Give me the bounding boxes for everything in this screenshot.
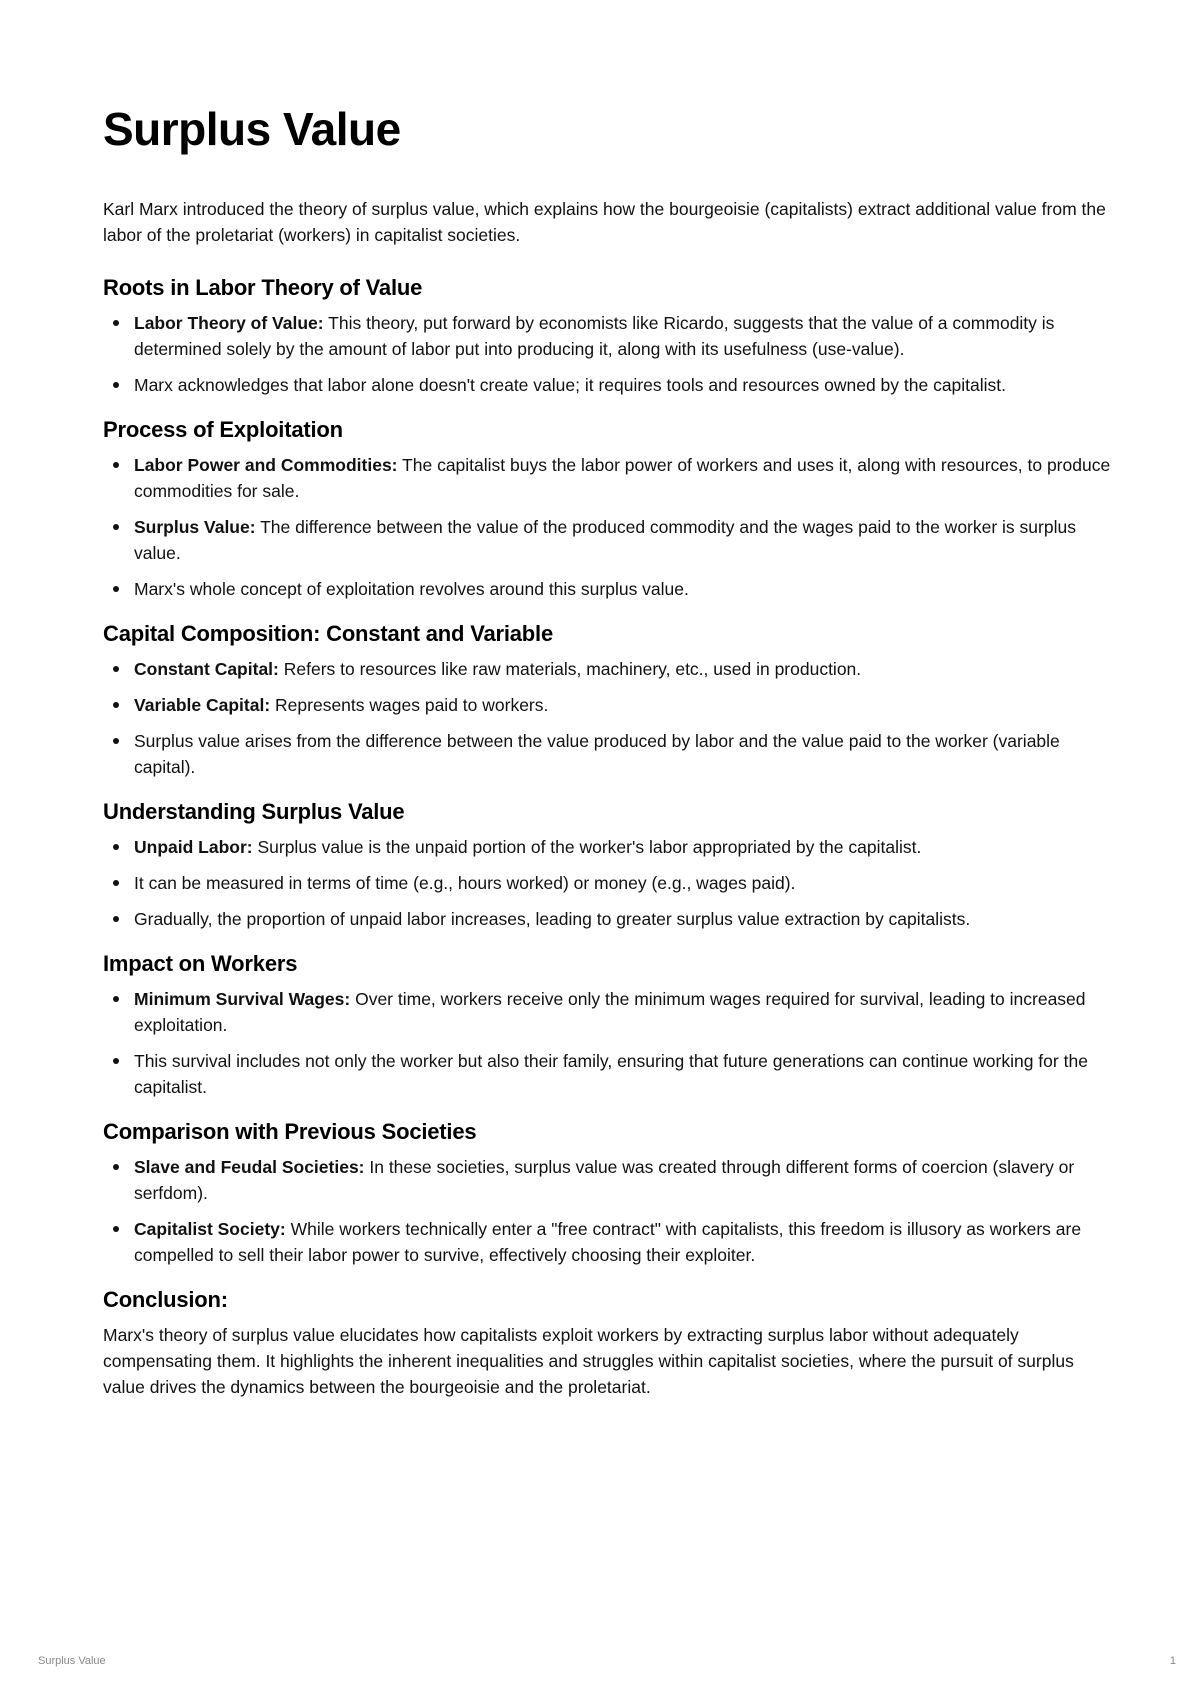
list-item-text: While workers technically enter a "free contract" with capitalists, this freedom is illusory as workers are compelled to sell their labor power to survive, effectively choosing their exploiter.: [134, 1219, 1082, 1265]
bullet-list: [103, 310, 1113, 398]
list-item: [134, 372, 1113, 398]
bullet-icon: [113, 844, 119, 850]
bullet-list: [103, 656, 1113, 780]
list-item-text: Gradually, the proportion of unpaid labor increases, leading to greater surplus value extraction by capitalists.: [134, 909, 971, 929]
sections-container: [103, 274, 1113, 1268]
intro-paragraph: Karl Marx introduced the theory of surplus value, which explains how the bourgeoisie (capitalists) extract additional value from the labor of the proletariat (workers) in capitalist societies.: [103, 199, 1106, 245]
bullet-icon: [113, 382, 119, 388]
list-item-term: Slave and Feudal Societies:: [134, 1157, 365, 1177]
list-item: [134, 656, 1113, 682]
list-item: [134, 576, 1113, 602]
list-item: [134, 452, 1113, 504]
bullet-icon: [113, 1058, 119, 1064]
list-item: [134, 692, 1113, 718]
list-item-text: The difference between the value of the produced commodity and the wages paid to the worker is surplus value.: [134, 517, 1076, 563]
document-page: [103, 100, 1113, 1400]
list-item-term: Variable Capital:: [134, 695, 271, 715]
list-item-term: Unpaid Labor:: [134, 837, 253, 857]
list-item-text: Over time, workers receive only the minimum wages required for survival, leading to increased exploitation.: [134, 989, 1086, 1035]
list-item-text: Marx's whole concept of exploitation revolves around this surplus value.: [134, 579, 689, 599]
bullet-icon: [113, 462, 119, 468]
list-item-term: Constant Capital:: [134, 659, 279, 679]
bullet-list: [103, 1154, 1113, 1268]
bullet-icon: [113, 880, 119, 886]
bullet-icon: [113, 1164, 119, 1170]
list-item: [134, 870, 1113, 896]
list-item: [134, 514, 1113, 566]
section-heading: Process of Exploitation: [103, 417, 343, 442]
section-heading: Impact on Workers: [103, 951, 298, 976]
conclusion-paragraph: Marx's theory of surplus value elucidates how capitalists exploit workers by extracting surplus labor without adequately compensating them. It highlights the inherent inequalities and struggles within capitalist societies, where the pursuit of surplus value drives the dynamics between the bourgeoisie and the proletariat.: [103, 1325, 1074, 1397]
list-item: [134, 1216, 1113, 1268]
list-item-text: This survival includes not only the worker but also their family, ensuring that future generations can continue working for the capitalist.: [134, 1051, 1088, 1097]
bullet-list: [103, 452, 1113, 602]
list-item: [134, 1048, 1113, 1100]
bullet-icon: [113, 916, 119, 922]
list-item-term: Capitalist Society:: [134, 1219, 286, 1239]
list-item-text: Surplus value is the unpaid portion of the worker's labor appropriated by the capitalist.: [252, 837, 922, 857]
list-item-term: Labor Theory of Value:: [134, 313, 324, 333]
bullet-list: [103, 834, 1113, 932]
list-item: [134, 1154, 1113, 1206]
conclusion-heading: Conclusion:: [103, 1287, 228, 1312]
bullet-icon: [113, 996, 119, 1002]
list-item-text: The capitalist buys the labor power of workers and uses it, along with resources, to produce commodities for sale.: [134, 455, 1111, 501]
bullet-icon: [113, 666, 119, 672]
list-item-text: This theory, put forward by economists like Ricardo, suggests that the value of a commodity is determined solely by the amount of labor put into producing it, along with its usefulness (use-value).: [134, 313, 1055, 359]
list-item-term: Minimum Survival Wages:: [134, 989, 351, 1009]
bullet-icon: [113, 738, 119, 744]
list-item: [134, 986, 1113, 1038]
bullet-list: [103, 986, 1113, 1100]
list-item-text: Represents wages paid to workers.: [270, 695, 549, 715]
list-item: [134, 834, 1113, 860]
section-heading: Understanding Surplus Value: [103, 799, 405, 824]
list-item-term: Surplus Value:: [134, 517, 256, 537]
bullet-icon: [113, 524, 119, 530]
bullet-icon: [113, 1226, 119, 1232]
page-title: Surplus Value: [103, 103, 401, 155]
list-item-term: Labor Power and Commodities:: [134, 455, 398, 475]
section-heading: Comparison with Previous Societies: [103, 1119, 477, 1144]
section-heading: Capital Composition: Constant and Variable: [103, 621, 553, 646]
footer-page-number: 1: [1169, 1655, 1176, 1667]
section-heading: Roots in Labor Theory of Value: [103, 275, 423, 300]
list-item-text: Marx acknowledges that labor alone doesn't create value; it requires tools and resources owned by the capitalist.: [134, 375, 1007, 395]
bullet-icon: [113, 320, 119, 326]
bullet-icon: [113, 702, 119, 708]
list-item-text: Refers to resources like raw materials, machinery, etc., used in production.: [278, 659, 862, 679]
bullet-icon: [113, 586, 119, 592]
list-item: [134, 728, 1113, 780]
list-item-text: In these societies, surplus value was created through different forms of coercion (slavery or serfdom).: [134, 1157, 1075, 1203]
footer-document-title: Surplus Value: [38, 1655, 106, 1667]
list-item-text: It can be measured in terms of time (e.g., hours worked) or money (e.g., wages paid).: [134, 873, 796, 893]
list-item: [134, 906, 1113, 932]
list-item: [134, 310, 1113, 362]
list-item-text: Surplus value arises from the difference between the value produced by labor and the value paid to the worker (variable capital).: [134, 731, 1060, 777]
